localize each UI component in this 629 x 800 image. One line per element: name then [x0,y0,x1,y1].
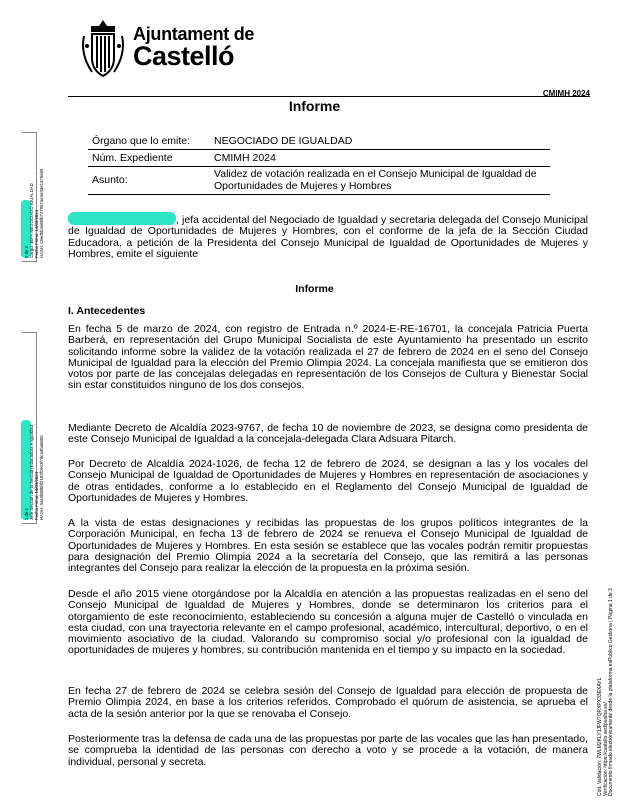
paragraph-5: Desde el año 2015 viene otorgándose por la Alcaldía en atención a las propuestas realizadas en el seno del Consejo Municipal de Igualdad de Mujeres y Hombres, donde se determinaron los criterios para el otorgamiento de este reconocimiento, estableciendo su concesión a alguna mujer de Castelló o vinculada en esta ciudad, con una trayectoria relevante en el campo profesional, académico, intercultural, deportivo, o en el movimiento asociativo de la ciudad. Valorando su compromiso social y/o profesional con la igualdad de oportunidades de mujeres y hombres, su contribución mantenida en el tiempo y su impacto en la sociedad. [68,588,588,657]
signature-stamp-2-text: 1 de 2 Jefe Sección de la Sección Educadora e Igualdad Fecha Firma: 14/03/2024 HASH: 34a3b800bf2183f19e3f7dca3ba6855 [24,425,44,520]
verification-footer: Cód. Validación: 7WLM2KLY1JFW7QRXPX33EXAYL Verificación: https://castello.sedipualba.es/ Documento firmado electrónicamente desde la plataforma esPublico Gestiona | Página 1 de 3 [597,588,615,796]
castello-coat-of-arms-icon [78,18,128,80]
asunto-label: Asunto: [92,174,128,186]
meta-divider [88,166,550,167]
asunto-value: Validez de votación realizada en el Consejo Municipal de Igualdad de Oportunidades de Mujeres y Hombres [214,168,537,192]
org-name-line1: Ajuntament de [133,24,255,44]
paragraph-7: Posteriormente tras la defensa de cada una de las propuestas por parte de las vocales que las han presentado, se comprueba la identidad de las personas con derecho a voto y se procede a la votación, de manera individual, personal y secreta. [68,733,588,768]
paragraph-1: En fecha 5 de marzo de 2024, con registro de Entrada n.º 2024-E-RE-16701, la concejala Patricia Puerta Barberá, en representación del Grupo Municipal Socialista de este Ayuntamiento ha presentado un escrito solicitando informe sobre la validez de la votación realizada el 27 de febrero de 2024 en el seno del Consejo Municipal de Igualdad para la elección del Premio Olimpia 2024. La concejala manifiesta que se emitieron dos votos por parte de las concejalas delegadas en representación de los Consejos de Cultura y Bienestar Social sin estar constituidos ninguno de los dos consejos. [68,323,588,392]
redacted-name [68,212,176,225]
paragraph-4: A la vista de estas designaciones y recibidas las propuestas de los grupos políticos integrantes de la Corporación Municipal, en fecha 13 de febrero de 2024 se renueva el Consejo Municipal de Igualdad de Oportunidades de Mujeres y Hombres. En esta sesión se establece que las vocales podrán remitir propuestas para designación del Premio Olimpia 2024 a la secretaría del Consejo, que las remitirá a las personas integrantes del Consejo para realizar la elección de la propuesta en la próxima sesión. [68,517,588,575]
organo-value: NEGOCIADO DE IGUALDAD [214,135,353,147]
antecedentes-heading: I. Antecedentes [68,305,146,317]
header-divider [68,96,590,97]
org-name-line2: Castelló [133,41,235,71]
expediente-value: CMIMH 2024 [214,152,276,164]
paragraph-6: En fecha 27 de febrero de 2024 se celebra sesión del Consejo de Igualdad para elección de propuesta de Premio Olimpia 2024, en base a los criterios referidos. Comprobado el quórum de asistencia, se aprueba el acta de la sesión anterior por la que se renovaba el Consejo. [68,685,588,720]
meta-divider [88,194,550,195]
organo-label: Órgano que lo emite: [92,135,191,147]
intro-paragraph [68,212,588,260]
reference-code: CMIMH 2024 [542,89,590,98]
expediente-label: Núm. Expediente [92,152,173,164]
intro-text: , jefa accidental del Negociado de Igualdad y secretaria delegada del Consejo Municipal de Igualdad de Oportunidades de Mujeres y Hombres, con el conforme de la jefa de la Sección Ciudad Educadora, a petición de la Presidenta del Consejo Municipal de Igualdad de Oportunidades de Mujeres y Hombres, emite el siguiente [68,214,588,260]
paragraph-2: Mediante Decreto de Alcaldía 2023-9767, de fecha 10 de noviembre de 2023, se designa como presidenta de este Consejo Municipal de Igualdad a la concejala-delegada Clara Adsuara Pitarch. [68,422,588,446]
document-title: Informe [288,98,341,114]
meta-divider [88,149,550,150]
paragraph-3: Por Decreto de Alcaldía 2024-1026, de fecha 12 de febrero de 2024, se designan a las y los vocales del Consejo Municipal de Igualdad de Oportunidades de Mujeres y Hombres en representación de asociaciones y de otras entidades, conforme a lo establecido en el Reglamento del Consejo Municipal de Igualdad de Oportunidades de Mujeres y Hombres. [68,458,588,504]
section-title: Informe [295,283,334,295]
signature-stamp-1-text: 2 de 2 Cargo: JEFA NEGOCIADO IGUALDAD Fecha Firma: 14/03/2024 HASH: c9ed5b4e85fb727957ae4e33e1376eb5 [24,168,44,258]
